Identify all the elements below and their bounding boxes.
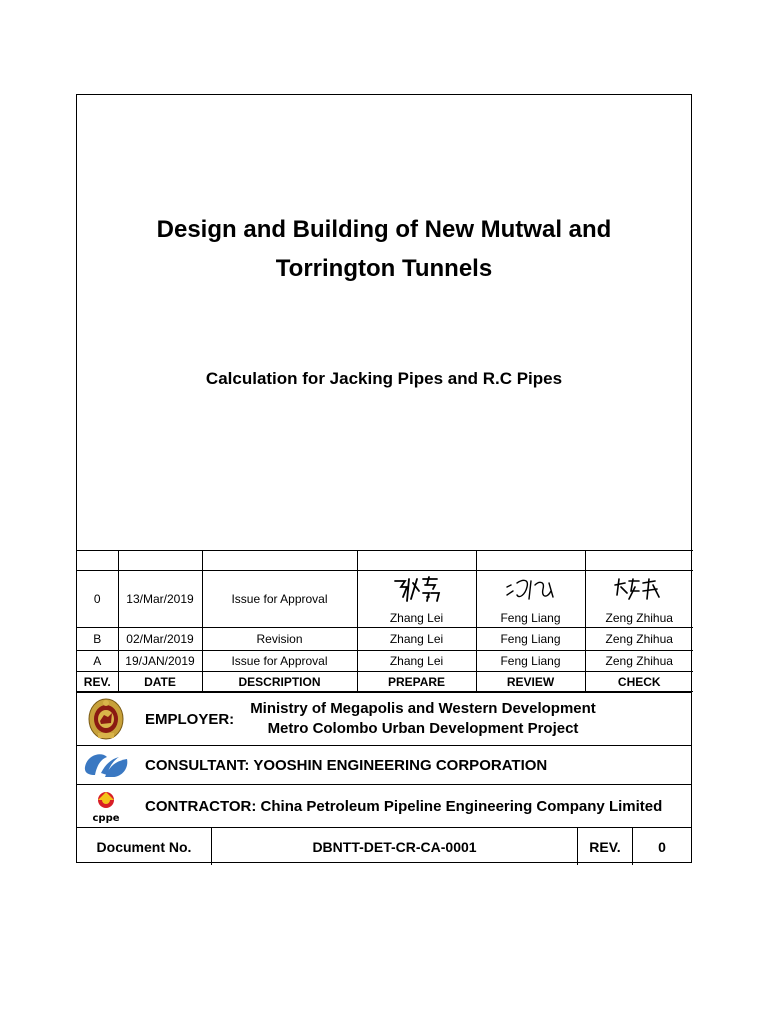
table-row — [77, 651, 693, 672]
rev-cell: B — [77, 628, 118, 651]
employer-name — [250, 699, 596, 739]
signature-feng-liang — [501, 573, 561, 607]
consultant-row — [77, 745, 691, 784]
description-cell: Revision — [202, 628, 357, 651]
document-title — [77, 210, 691, 288]
rev-value: 0 — [658, 838, 666, 855]
table-header-row — [77, 672, 693, 692]
description-cell: Issue for Approval — [202, 651, 357, 672]
lower-section — [77, 550, 691, 865]
prepare-cell: Zhang Lei — [357, 628, 476, 651]
title-line-1: Design and Building of New Mutwal and — [156, 216, 612, 243]
cppe-logo-icon — [77, 788, 135, 824]
employer-row — [77, 692, 691, 745]
cppe-logo-text: cppe — [92, 813, 120, 824]
review-cell: Feng Liang — [476, 628, 585, 651]
check-name: Zeng Zhihua — [605, 611, 673, 625]
title-line-2: Torrington Tunnels — [275, 255, 493, 282]
signature-zeng-zhihua — [609, 573, 669, 607]
yooshin-logo-icon — [77, 751, 135, 779]
document-number-row — [77, 827, 691, 865]
contractor-row — [77, 784, 691, 827]
date-cell: 19/JAN/2019 — [118, 651, 202, 672]
prepare-cell: Zhang Lei — [357, 651, 476, 672]
employer-label: EMPLOYER: — [145, 710, 235, 728]
table-row — [77, 571, 693, 628]
rev-cell: A — [77, 651, 118, 672]
header-review: REVIEW — [476, 672, 585, 692]
cover-frame — [76, 94, 692, 863]
check-cell: Zeng Zhihua — [585, 628, 693, 651]
date-cell: 02/Mar/2019 — [118, 628, 202, 651]
consultant-label: CONSULTANT: YOOSHIN ENGINEERING CORPORATION — [145, 756, 548, 774]
document-subtitle: Calculation for Jacking Pipes and R.C Pipes — [205, 369, 563, 388]
check-cell — [585, 571, 693, 628]
contractor-label: CONTRACTOR: China Petroleum Pipeline Engineering Company Limited — [145, 797, 663, 815]
header-check: CHECK — [585, 672, 693, 692]
header-date: DATE — [118, 672, 202, 692]
header-prepare: PREPARE — [357, 672, 476, 692]
signature-zhang-lei — [387, 573, 447, 607]
header-description: DESCRIPTION — [202, 672, 357, 692]
review-name: Feng Liang — [500, 611, 561, 625]
table-row-empty — [77, 551, 693, 571]
check-cell: Zeng Zhihua — [585, 651, 693, 672]
revision-table — [77, 550, 693, 692]
document-number-value: DBNTT-DET-CR-CA-0001 — [212, 828, 578, 865]
employer-line-1: Ministry of Megapolis and Western Development — [250, 700, 596, 717]
employer-line-2: Metro Colombo Urban Development Project — [267, 720, 579, 737]
review-cell: Feng Liang — [476, 651, 585, 672]
sri-lanka-emblem-icon — [77, 697, 135, 741]
rev-label: REV. — [578, 828, 633, 865]
prepare-name: Zhang Lei — [389, 611, 444, 625]
review-cell — [476, 571, 585, 628]
header-rev: REV. — [77, 672, 118, 692]
rev-cell: 0 — [77, 571, 118, 628]
description-cell: Issue for Approval — [202, 571, 357, 628]
prepare-cell — [357, 571, 476, 628]
document-number-label: Document No. — [77, 828, 212, 865]
date-cell: 13/Mar/2019 — [118, 571, 202, 628]
table-row — [77, 628, 693, 651]
